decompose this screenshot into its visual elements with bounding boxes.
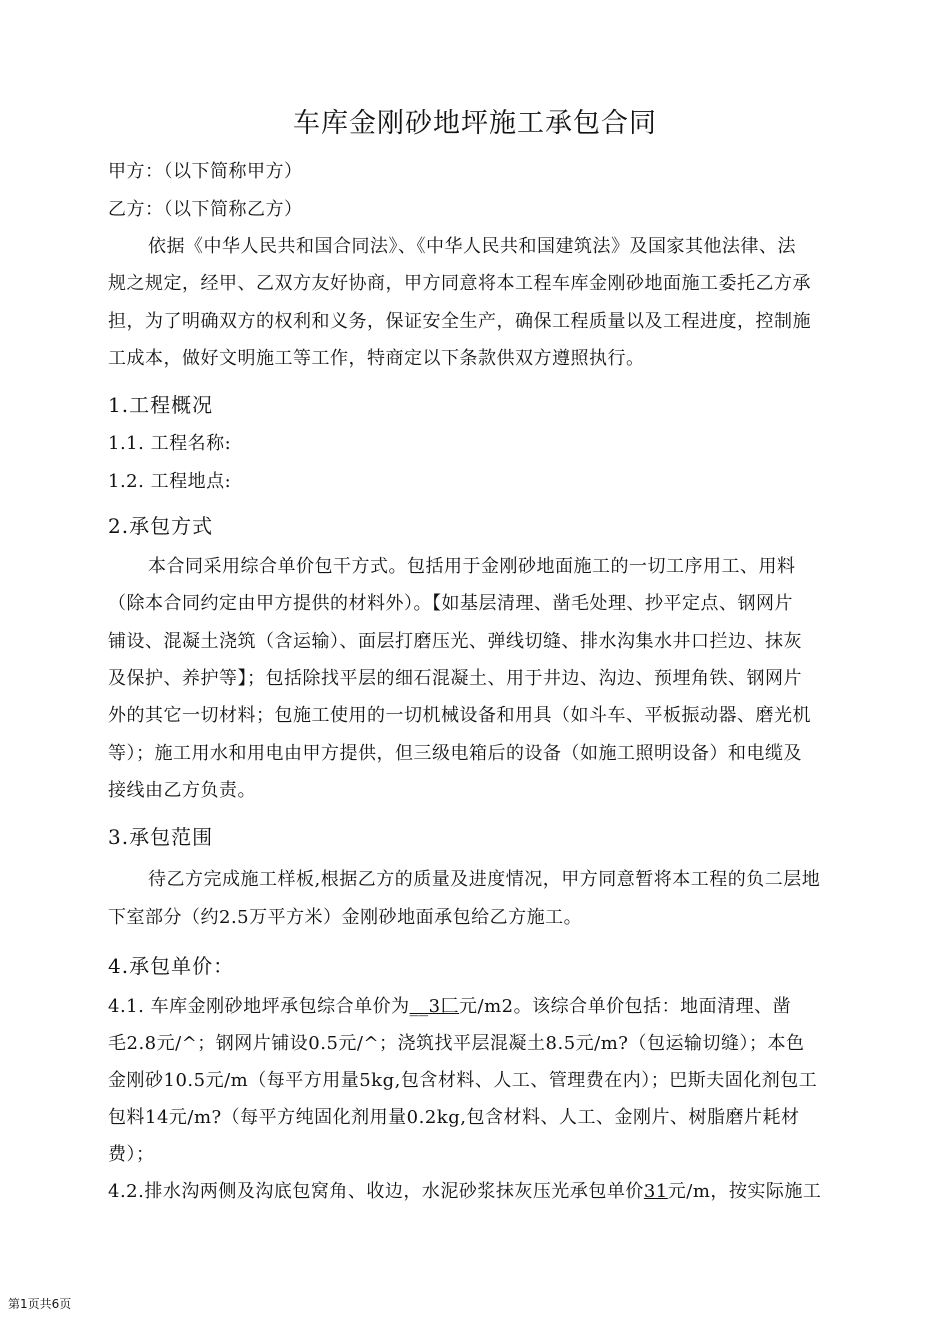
page-footer: 第1页共6页 [8, 1297, 72, 1311]
unit-price-value: __3匚 [409, 996, 460, 1017]
section-3-line: 下室部分（约2.5万平方米）金刚砂地面承包给乙方施工。 [108, 907, 583, 928]
section-1-item: 1.1. 工程名称: [108, 433, 232, 454]
section-3-heading: 3.承包范围 [108, 825, 214, 849]
section-4-item-1 [108, 993, 850, 1021]
contract-title: 车库金刚砂地坪施工承包合同 [293, 108, 657, 139]
intro-line: 规之规定，经甲、乙双方友好协商，甲方同意将本工程车库金刚砂地面施工委托乙方承 [108, 273, 811, 294]
section-4-line: 包料14元/m?（每平方纯固化剂用量0.2kg,包含材料、人工、金刚片、树脂磨片耗材 [108, 1107, 800, 1128]
section-1-item: 1.2. 工程地点: [108, 471, 232, 492]
section-2-line: 及保护、养护等】；包括除找平层的细石混凝土、用于井边、沟边、预埋角铁、钢网片 [108, 668, 802, 689]
section-1-heading: 1.工程概况 [108, 393, 214, 417]
intro-line: 依据《中华人民共和国合同法》、《中华人民共和国建筑法》及国家其他法律、法 [148, 236, 796, 257]
section-4-line: 费）； [108, 1144, 155, 1165]
section-2-line: 外的其它一切材料；包施工使用的一切机械设备和用具（如斗车、平板振动器、磨光机 [108, 705, 811, 726]
section-2-heading: 2.承包方式 [108, 514, 214, 538]
item-text: 元/m，按实际施工 [667, 1181, 822, 1202]
intro-line: 工成本，做好文明施工等工作，特商定以下条款供双方遵照执行。 [108, 348, 645, 369]
section-2-line: 铺设、混凝土浇筑（含运输）、面层打磨压光、弹线切缝、排水沟集水井口拦边、抹灰 [108, 631, 802, 652]
section-4-heading: 4.承包单价： [108, 954, 235, 978]
section-4-line: 毛2.8元/^；钢网片铺设0.5元/^；浇筑找平层混凝土8.5元/m?（包运输切缝）；本色 [108, 1033, 805, 1054]
party-b-line: 乙方：（以下简称乙方） [108, 199, 303, 220]
section-2-line: 接线由乙方负责。 [108, 780, 256, 801]
section-4-item-2 [108, 1178, 850, 1206]
section-2-line: 等）；施工用水和用电由甲方提供，但三级电箱后的设备（如施工照明设备）和电缆及 [108, 743, 802, 764]
section-4-line: 金刚砂10.5元/m（每平方用量5kg,包含材料、人工、管理费在内）；巴斯夫固化剂包工 [108, 1070, 818, 1091]
drain-price-value: 31 [643, 1181, 668, 1202]
section-2-line: 本合同采用综合单价包干方式。包括用于金刚砂地面施工的一切工序用工、用料 [148, 556, 796, 577]
party-a-line: 甲方：（以下简称甲方） [108, 161, 303, 182]
section-3-line: 待乙方完成施工样板,根据乙方的质量及进度情况，甲方同意暂将本工程的负二层地 [148, 869, 821, 890]
item-text: 4.2.排水沟两侧及沟底包窝角、收边，水泥砂浆抹灰压光承包单价 [108, 1181, 644, 1202]
item-text: 4.1. 车库金刚砂地坪承包综合单价为 [108, 996, 410, 1017]
intro-line: 担，为了明确双方的权利和义务，保证安全生产，确保工程质量以及工程进度，控制施 [108, 311, 811, 332]
item-text: 元/m2。该综合单价包括：地面清理、凿 [459, 996, 792, 1017]
section-2-line: （除本合同约定由甲方提供的材料外）。【如基层清理、凿毛处理、抄平定点、钢网片 [108, 593, 793, 614]
